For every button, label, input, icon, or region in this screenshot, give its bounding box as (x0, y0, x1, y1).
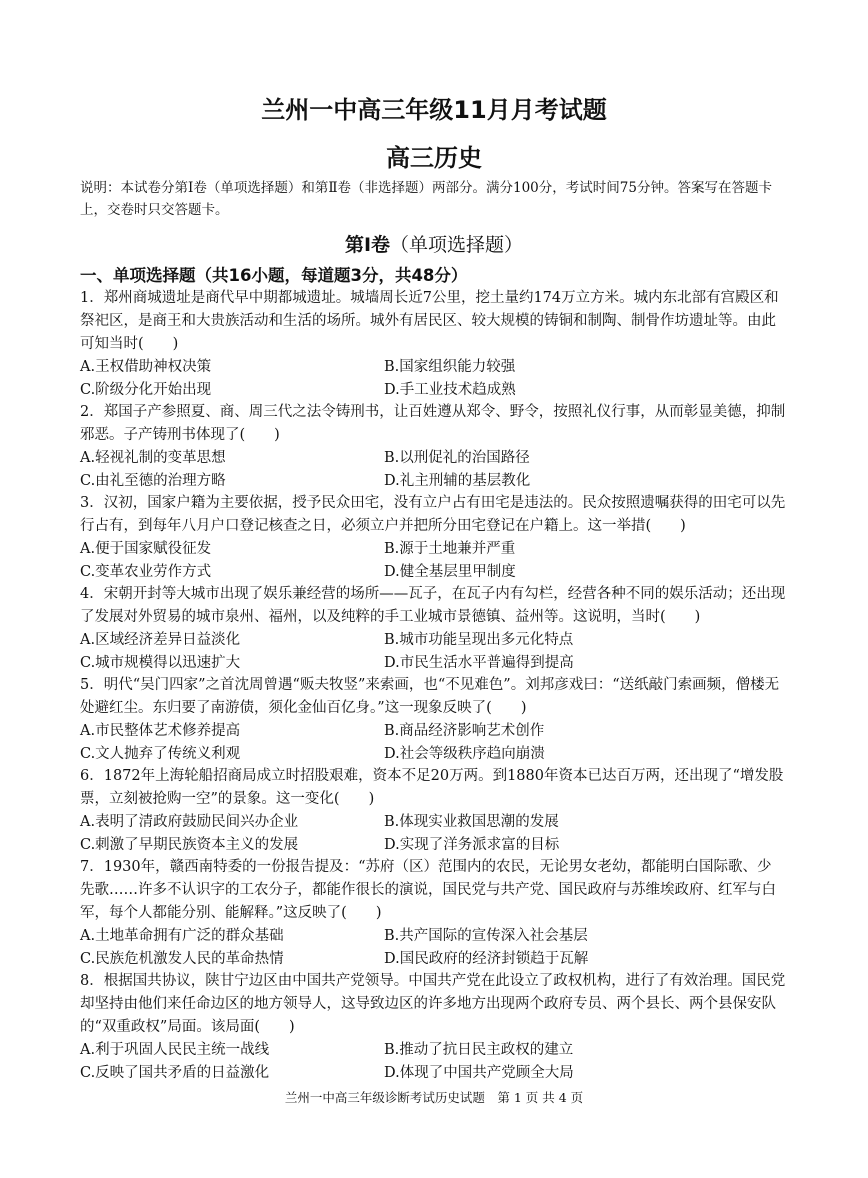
question-5 (80, 674, 786, 766)
option-c: C.由礼至德的治理方略 (80, 473, 226, 489)
option-grid (80, 629, 786, 675)
option-b: B.源于土地兼并严重 (384, 541, 516, 557)
option-b: B.城市功能呈现出多元化特点 (384, 632, 574, 648)
option-grid (80, 538, 786, 584)
question-stem: 3．汉初，国家户籍为主要依据，授予民众田宅，没有立户占有田宅是违法的。民众按照遗嘱获得的田宅可以先行占有，到每年八月户口登记核查之日，必须立户并把所分田宅登记在户籍上。这一举措( ) (80, 495, 786, 534)
option-d: D.国民政府的经济封锁趋于瓦解 (384, 951, 589, 967)
question-8 (80, 970, 786, 1085)
option-b: B.体现实业救国思潮的发展 (384, 814, 559, 830)
option-a: A.表明了清政府鼓励民间兴办企业 (80, 814, 299, 830)
option-grid (80, 720, 786, 766)
option-d: D.手工业技术趋成熟 (384, 382, 516, 398)
option-b: B.商品经济影响艺术创作 (384, 723, 545, 739)
question-stem: 8．根据国共协议，陕甘宁边区由中国共产党领导。中国共产党在此设立了政权机构，进行了有效治理。国民党却坚持由他们来任命边区的地方领导人，这导致边区的许多地方出现两个政府专员、两个县长、两个县保安队的“双重政权”局面。该局面( ) (80, 973, 786, 1035)
question-stem: 1．郑州商城遗址是商代早中期都城遗址。城墙周长近7公里，挖土量约174万立方米。城内东北部有宫殿区和祭祀区，是商王和大贵族活动和生活的场所。城外有居民区、较大规模的铸铜和制陶、制骨作坊遗址等。由此可知当时( ) (80, 290, 779, 352)
option-d: D.实现了洋务派求富的目标 (384, 837, 560, 853)
option-b: B.国家组织能力较强 (384, 359, 516, 375)
option-a: A.利于巩固人民民主统一战线 (80, 1042, 270, 1058)
option-a: A.王权借助神权决策 (80, 359, 212, 375)
section-heading: 一、单项选择题（共16小题，每道题3分，共48分） (80, 266, 468, 285)
option-c: C.刺激了早期民族资本主义的发展 (80, 837, 299, 853)
option-c: C.民族危机激发人民的革命热情 (80, 951, 284, 967)
option-c: C.变革农业劳作方式 (80, 564, 212, 580)
exam-instructions: 说明：本试卷分第Ⅰ卷（单项选择题）和第Ⅱ卷（非选择题）两部分。满分100分，考试时间75分钟。答案写在答题卡上，交卷时只交答题卡。 (80, 180, 772, 218)
option-d: D.市民生活水平普遍得到提高 (384, 655, 574, 671)
option-grid (80, 1039, 786, 1085)
exam-title: 兰州一中高三年级11月月考试题 (261, 96, 607, 124)
option-d: D.健全基层里甲制度 (384, 564, 516, 580)
question-stem: 6．1872年上海轮船招商局成立时招股艰难，资本不足20万两。到1880年资本已达百万两，还出现了“增发股票，立刻被抢购一空”的景象。这一变化( ) (80, 768, 784, 807)
question-6 (80, 765, 786, 857)
question-stem: 2．郑国子产参照夏、商、周三代之法令铸刑书，让百姓遵从郑令、野令，按照礼仪行事，从而彰显美德，抑制邪恶。子产铸刑书体现了( ) (80, 404, 786, 443)
question-2 (80, 401, 786, 493)
option-grid (80, 356, 786, 402)
option-d: D.社会等级秩序趋向崩溃 (384, 746, 545, 762)
option-grid (80, 447, 786, 493)
option-c: C.阶级分化开始出现 (80, 382, 212, 398)
question-3 (80, 492, 786, 584)
question-1 (80, 287, 786, 402)
option-grid (80, 925, 786, 971)
option-d: D.体现了中国共产党顾全大局 (384, 1065, 574, 1081)
option-a: A.轻视礼制的变革思想 (80, 450, 226, 466)
option-c: C.文人抛弃了传统义利观 (80, 746, 241, 762)
question-stem: 4．宋朝开封等大城市出现了娱乐兼经营的场所——瓦子，在瓦子内有勾栏，经营各种不同的娱乐活动；还出现了发展对外贸易的城市泉州、福州，以及纯粹的手工业城市景德镇、益州等。这说明，当时( ) (80, 586, 786, 625)
volume-type: （单项选择题） (390, 234, 524, 256)
option-d: D.礼主刑辅的基层教化 (384, 473, 531, 489)
page-footer: 兰州一中高三年级诊断考试历史试题 第 1 页 共 4 页 (284, 1090, 584, 1105)
volume-heading (0, 230, 868, 257)
option-c: C.反映了国共矛盾的日益激化 (80, 1065, 270, 1081)
question-7 (80, 856, 786, 971)
option-a: A.便于国家赋役征发 (80, 541, 212, 557)
question-stem: 5．明代“吴门四家”之首沈周曾遇“贩夫牧竖”来索画，也“不见难色”。刘邦彦戏曰：“送纸敲门索画频，僧楼无处避红尘。东归要了南游债，须化金仙百亿身。”这一现象反映了( ) (80, 677, 780, 716)
option-grid (80, 811, 786, 857)
question-4 (80, 583, 786, 675)
option-a: A.区域经济差异日益淡化 (80, 632, 241, 648)
option-a: A.市民整体艺术修养提高 (80, 723, 241, 739)
option-a: A.土地革命拥有广泛的群众基础 (80, 928, 284, 944)
option-b: B.共产国际的宣传深入社会基层 (384, 928, 588, 944)
option-c: C.城市规模得以迅速扩大 (80, 655, 241, 671)
question-stem: 7．1930年，赣西南特委的一份报告提及：“苏府（区）范围内的农民，无论男女老幼，都能明白国际歌、少先歌……许多不认识字的工农分子，都能作很长的演说，国民党与共产党、国民政府与苏维埃政府、红军与白军，每个人都能分别、能解释。”这反映了( ) (80, 859, 776, 921)
subject-title: 高三历史 (386, 144, 482, 172)
volume-label: 第Ⅰ卷 (344, 234, 391, 256)
option-b: B.以刑促礼的治国路径 (384, 450, 530, 466)
option-b: B.推动了抗日民主政权的建立 (384, 1042, 574, 1058)
